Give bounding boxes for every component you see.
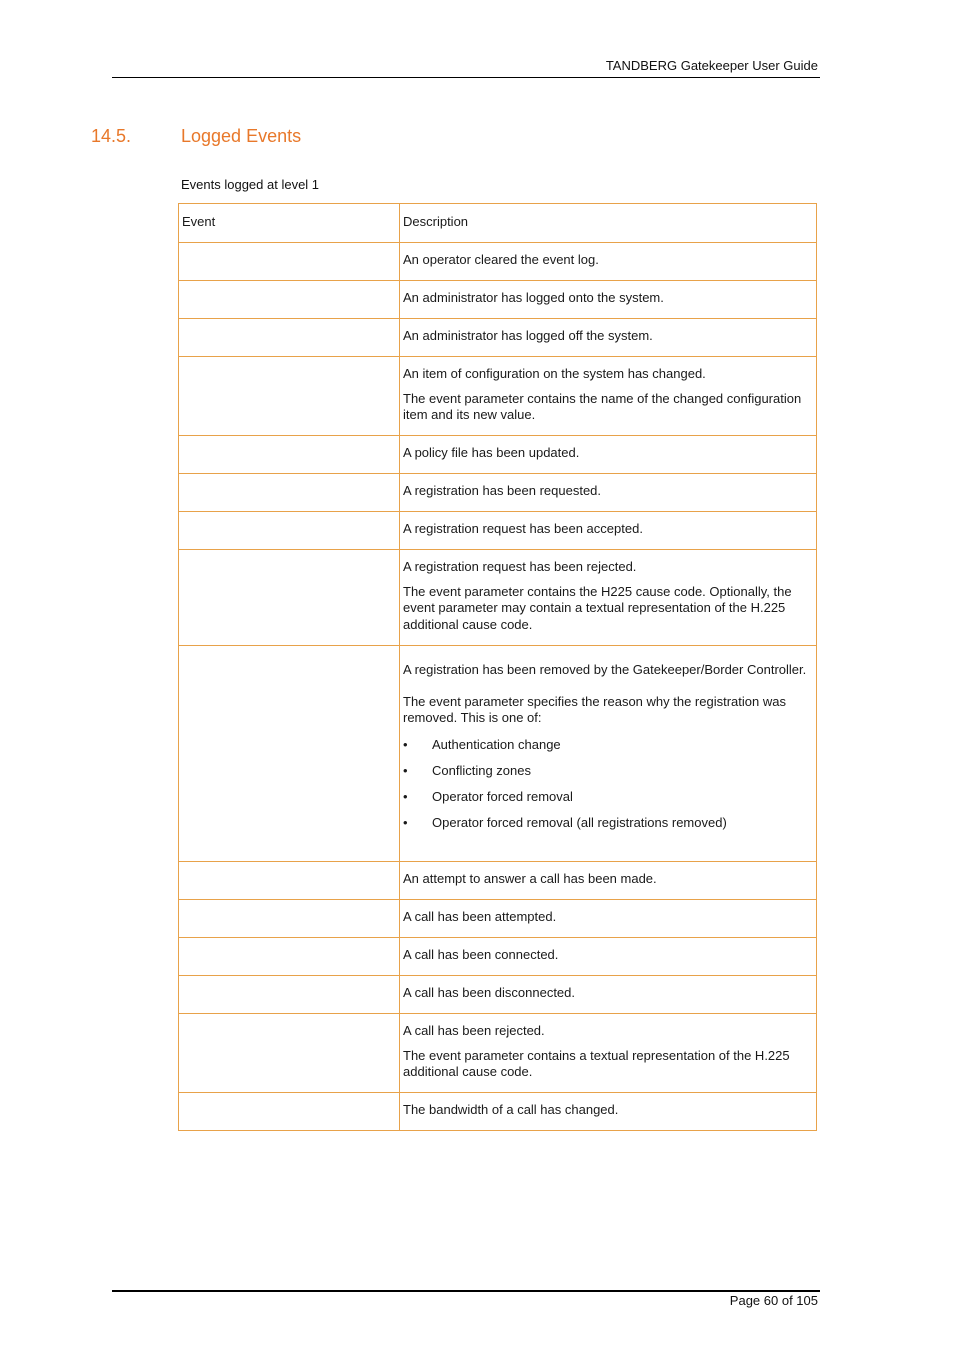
- table-row: [179, 436, 817, 474]
- event-cell: [179, 1014, 400, 1093]
- list-item-text: Operator forced removal: [432, 788, 573, 804]
- description-column-header: Description: [403, 214, 469, 229]
- event-cell: [179, 436, 400, 474]
- description-cell: [400, 474, 817, 512]
- description-text: A registration has been requested.: [403, 483, 602, 498]
- table-row: [179, 550, 817, 646]
- list-item: [403, 763, 813, 780]
- header-rule: [112, 77, 820, 78]
- event-cell: [179, 976, 400, 1014]
- list-item-text: Authentication change: [432, 736, 561, 752]
- description-text: The event parameter contains the name of the changed configuration item and its new value.: [403, 390, 802, 422]
- bullet-icon: •: [403, 788, 408, 804]
- footer-rule: [112, 1290, 820, 1292]
- description-text: An operator cleared the event log.: [403, 252, 599, 267]
- description-cell: [400, 281, 817, 319]
- event-cell: [179, 1093, 400, 1131]
- event-cell: [179, 862, 400, 900]
- table-row: [179, 281, 817, 319]
- event-cell: [179, 512, 400, 550]
- event-cell: [179, 357, 400, 436]
- bullet-icon: •: [403, 762, 408, 778]
- description-cell: [400, 357, 817, 436]
- table-row: [179, 938, 817, 976]
- table-row: [179, 900, 817, 938]
- section-number: 14.5.: [91, 126, 132, 146]
- description-text: The bandwidth of a call has changed.: [403, 1102, 619, 1117]
- description-cell: [400, 1014, 817, 1093]
- table-row: [179, 862, 817, 900]
- list-item-text: Operator forced removal (all registrations removed): [432, 815, 727, 830]
- description-text: A call has been disconnected.: [403, 985, 576, 1000]
- event-cell: [179, 938, 400, 976]
- event-header-cell: [179, 204, 400, 243]
- event-cell: [179, 900, 400, 938]
- description-cell: [400, 900, 817, 938]
- event-cell: [179, 281, 400, 319]
- description-text: The event parameter specifies the reason why the registration was removed. This is one of:: [403, 693, 786, 725]
- events-table: [178, 203, 817, 1131]
- event-cell: [179, 319, 400, 357]
- description-cell: [400, 243, 817, 281]
- description-cell: [400, 319, 817, 357]
- table-caption: Events logged at level 1: [181, 177, 320, 192]
- table-row: [179, 319, 817, 357]
- description-text: The event parameter contains a textual representation of the H.225 additional cause code.: [403, 1047, 790, 1079]
- description-cell: [400, 436, 817, 474]
- description-text: An administrator has logged off the system.: [403, 328, 653, 343]
- description-cell: [400, 512, 817, 550]
- table-row: [179, 1093, 817, 1131]
- description-text: An administrator has logged onto the system.: [403, 290, 664, 305]
- bullet-icon: •: [403, 736, 408, 752]
- list-item: [403, 789, 813, 806]
- description-text: A registration request has been rejected.: [403, 559, 637, 574]
- event-cell: [179, 243, 400, 281]
- description-text: A call has been connected.: [403, 947, 559, 962]
- description-text: A registration request has been accepted.: [403, 521, 643, 536]
- description-text: A call has been rejected.: [403, 1023, 545, 1038]
- section-title: Logged Events: [181, 126, 302, 146]
- event-cell: [179, 550, 400, 646]
- list-item-text: Conflicting zones: [432, 762, 531, 778]
- table-row: [179, 646, 817, 862]
- table-row: [179, 512, 817, 550]
- description-text: A registration has been removed by the Gatekeeper/Border Controller.: [403, 662, 807, 677]
- table-row: [179, 357, 817, 436]
- description-header-cell: [400, 204, 817, 243]
- page-number: Page 60 of 105: [729, 1293, 818, 1308]
- description-text: The event parameter contains the H225 cause code. Optionally, the event parameter may contain a textual representation of the H.225 additional cause code.: [403, 583, 792, 632]
- description-cell: [400, 646, 817, 862]
- description-text: An item of configuration on the system has changed.: [403, 366, 706, 381]
- description-cell: [400, 550, 817, 646]
- table-row: [179, 1014, 817, 1093]
- description-cell: [400, 976, 817, 1014]
- description-cell: [400, 862, 817, 900]
- table-header-row: [179, 204, 817, 243]
- table-row: [179, 243, 817, 281]
- running-header-title: TANDBERG Gatekeeper User Guide: [605, 58, 818, 73]
- event-column-header: Event: [182, 214, 216, 229]
- event-cell: [179, 646, 400, 862]
- description-text: A policy file has been updated.: [403, 445, 580, 460]
- list-item: [403, 737, 813, 754]
- table-row: [179, 976, 817, 1014]
- removal-reasons-list: [403, 737, 813, 832]
- description-cell: [400, 938, 817, 976]
- table-row: [179, 474, 817, 512]
- description-cell: [400, 1093, 817, 1131]
- description-text: An attempt to answer a call has been made.: [403, 871, 657, 886]
- list-item: [403, 815, 813, 832]
- description-text: A call has been attempted.: [403, 909, 557, 924]
- bullet-icon: •: [403, 815, 408, 830]
- event-cell: [179, 474, 400, 512]
